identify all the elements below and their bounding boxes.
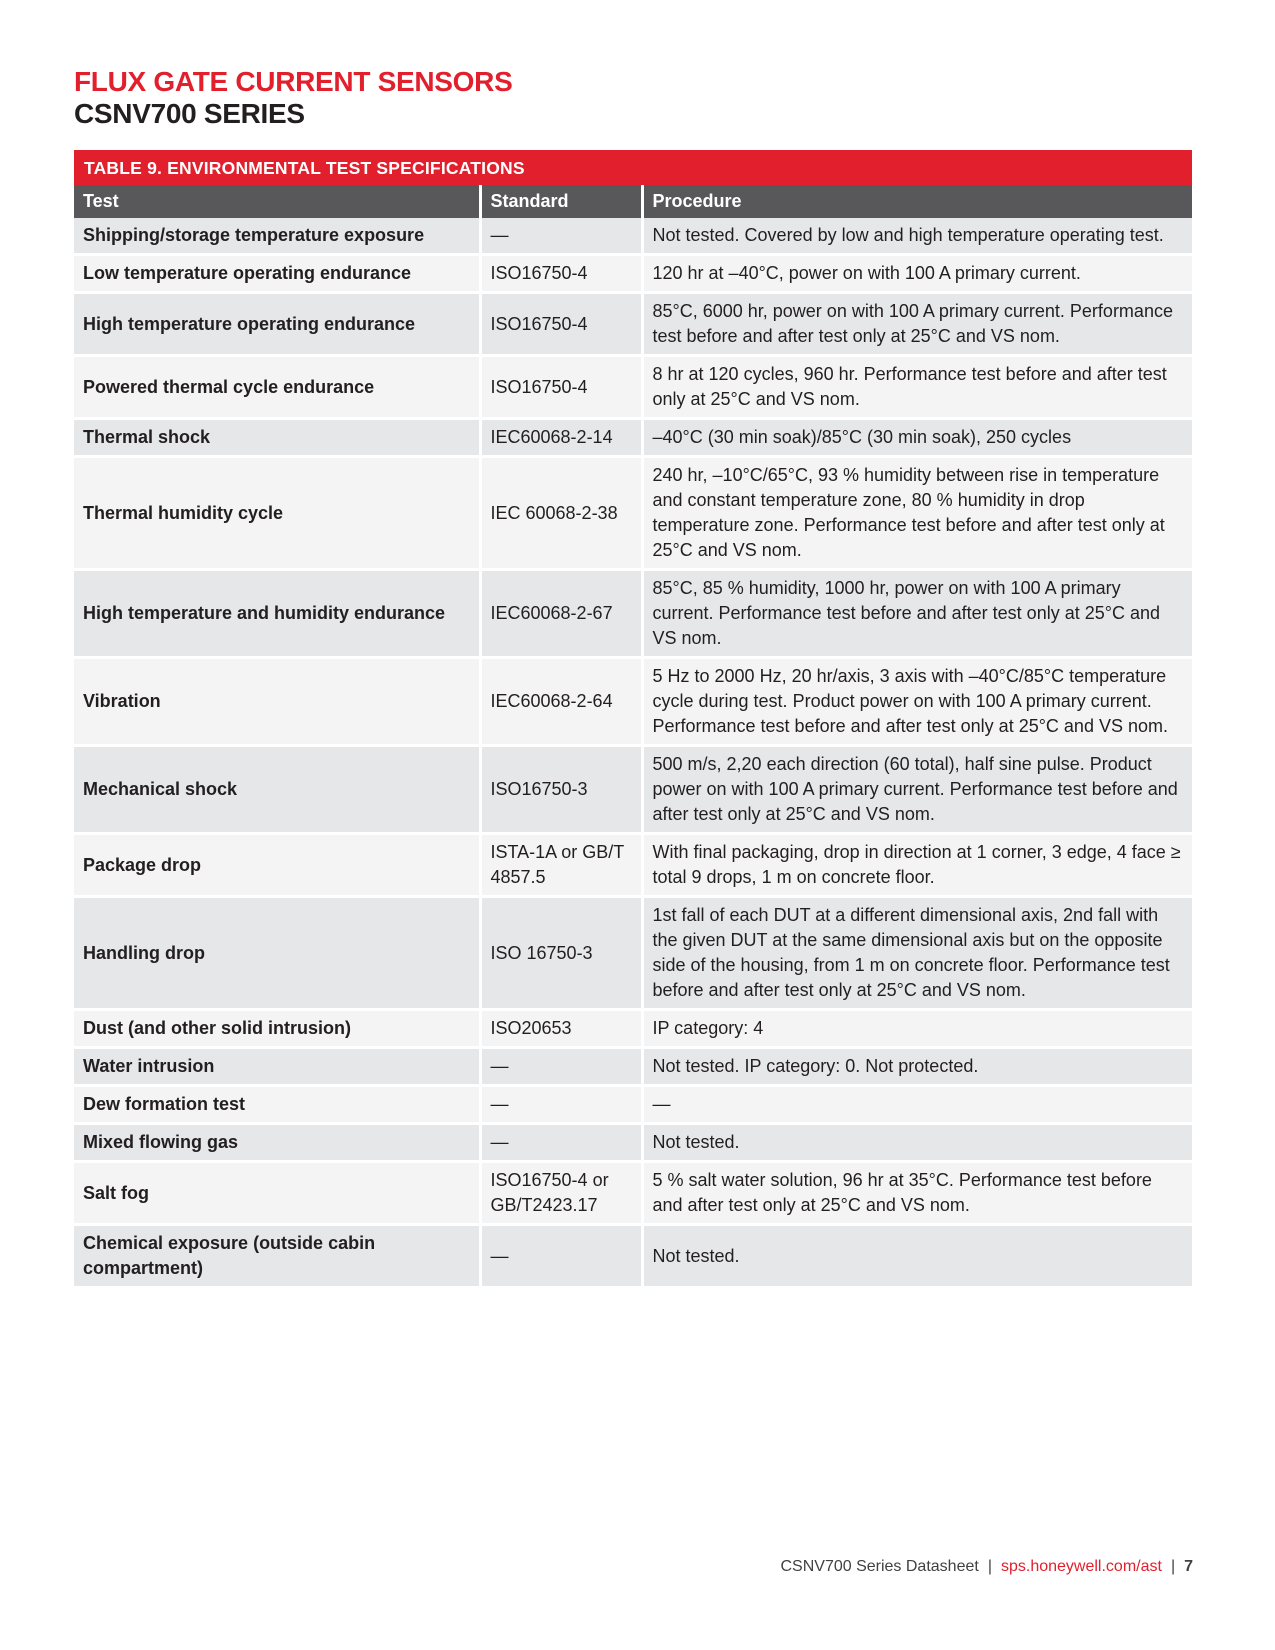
table-row bbox=[74, 1124, 1192, 1162]
table-row bbox=[74, 218, 1192, 255]
cell-procedure: 8 hr at 120 cycles, 960 hr. Performance test before and after test only at 25°C and VS nom. bbox=[642, 356, 1192, 419]
cell-test: Vibration bbox=[74, 658, 480, 746]
cell-standard: — bbox=[480, 1048, 642, 1086]
table-row bbox=[74, 1048, 1192, 1086]
page-footer bbox=[780, 1558, 1193, 1576]
table-header-row bbox=[74, 185, 1192, 218]
cell-test: Chemical exposure (outside cabin compartment) bbox=[74, 1225, 480, 1287]
cell-standard: ISO20653 bbox=[480, 1010, 642, 1048]
table-caption: TABLE 9. ENVIRONMENTAL TEST SPECIFICATIONS bbox=[74, 150, 1192, 185]
cell-procedure: 1st fall of each DUT at a different dimensional axis, 2nd fall with the given DUT at the same dimensional axis but on the opposite side of the housing, from 1 m on concrete floor. Performance test before and after test only at 25°C and VS nom. bbox=[642, 897, 1192, 1010]
cell-standard: — bbox=[480, 1225, 642, 1287]
table-row bbox=[74, 834, 1192, 897]
column-header-procedure: Procedure bbox=[642, 185, 1192, 218]
cell-procedure: IP category: 4 bbox=[642, 1010, 1192, 1048]
table-row bbox=[74, 570, 1192, 658]
cell-standard: ISO 16750-3 bbox=[480, 897, 642, 1010]
cell-procedure: 85°C, 6000 hr, power on with 100 A primary current. Performance test before and after test only at 25°C and VS nom. bbox=[642, 293, 1192, 356]
table-row bbox=[74, 897, 1192, 1010]
cell-test: Water intrusion bbox=[74, 1048, 480, 1086]
footer-doc-name: CSNV700 Series Datasheet bbox=[780, 1558, 979, 1575]
cell-standard: IEC60068-2-14 bbox=[480, 419, 642, 457]
page-subtitle: CSNV700 SERIES bbox=[74, 98, 305, 129]
cell-standard: ISTA-1A or GB/T 4857.5 bbox=[480, 834, 642, 897]
cell-test: Handling drop bbox=[74, 897, 480, 1010]
cell-standard: ISO16750-4 bbox=[480, 356, 642, 419]
table-row bbox=[74, 419, 1192, 457]
cell-procedure: Not tested. IP category: 0. Not protected. bbox=[642, 1048, 1192, 1086]
cell-procedure: 85°C, 85 % humidity, 1000 hr, power on with 100 A primary current. Performance test before and after test only at 25°C and VS nom. bbox=[642, 570, 1192, 658]
cell-procedure: Not tested. Covered by low and high temperature operating test. bbox=[642, 218, 1192, 255]
cell-procedure: — bbox=[642, 1086, 1192, 1124]
footer-separator: | bbox=[1170, 1558, 1176, 1575]
cell-standard: — bbox=[480, 1124, 642, 1162]
cell-standard: — bbox=[480, 1086, 642, 1124]
cell-test: Dust (and other solid intrusion) bbox=[74, 1010, 480, 1048]
cell-test: Shipping/storage temperature exposure bbox=[74, 218, 480, 255]
cell-procedure: Not tested. bbox=[642, 1124, 1192, 1162]
cell-standard: — bbox=[480, 218, 642, 255]
cell-procedure: –40°C (30 min soak)/85°C (30 min soak), 250 cycles bbox=[642, 419, 1192, 457]
cell-standard: IEC60068-2-67 bbox=[480, 570, 642, 658]
spec-table-container bbox=[74, 150, 1192, 1286]
table-row bbox=[74, 1162, 1192, 1225]
cell-standard: ISO16750-4 bbox=[480, 293, 642, 356]
cell-test: Mechanical shock bbox=[74, 746, 480, 834]
footer-link[interactable]: sps.honeywell.com/ast bbox=[1000, 1558, 1162, 1575]
table-row bbox=[74, 1010, 1192, 1048]
cell-test: High temperature and humidity endurance bbox=[74, 570, 480, 658]
environmental-test-table bbox=[74, 185, 1192, 1286]
column-header-test: Test bbox=[74, 185, 480, 218]
cell-test: Thermal shock bbox=[74, 419, 480, 457]
cell-test: Mixed flowing gas bbox=[74, 1124, 480, 1162]
cell-standard: IEC60068-2-64 bbox=[480, 658, 642, 746]
column-header-standard: Standard bbox=[480, 185, 642, 218]
table-row bbox=[74, 746, 1192, 834]
table-row bbox=[74, 1086, 1192, 1124]
cell-test: Package drop bbox=[74, 834, 480, 897]
table-row bbox=[74, 1225, 1192, 1287]
cell-test: Thermal humidity cycle bbox=[74, 457, 480, 570]
cell-procedure: 5 % salt water solution, 96 hr at 35°C. Performance test before and after test only at 25°C and VS nom. bbox=[642, 1162, 1192, 1225]
cell-test: Salt fog bbox=[74, 1162, 480, 1225]
cell-procedure: 120 hr at –40°C, power on with 100 A primary current. bbox=[642, 255, 1192, 293]
table-row bbox=[74, 293, 1192, 356]
cell-test: Powered thermal cycle endurance bbox=[74, 356, 480, 419]
cell-procedure: 500 m/s, 2,20 each direction (60 total), half sine pulse. Product power on with 100 A primary current. Performance test before and after test only at 25°C and VS nom. bbox=[642, 746, 1192, 834]
cell-test: Dew formation test bbox=[74, 1086, 480, 1124]
table-body bbox=[74, 218, 1192, 1286]
cell-standard: ISO16750-4 bbox=[480, 255, 642, 293]
cell-standard: ISO16750-3 bbox=[480, 746, 642, 834]
cell-test: Low temperature operating endurance bbox=[74, 255, 480, 293]
cell-procedure: 240 hr, –10°C/65°C, 93 % humidity between rise in temperature and constant temperature zone, 80 % humidity in drop temperature zone. Performance test before and after test only at 25°C and VS nom. bbox=[642, 457, 1192, 570]
table-row bbox=[74, 457, 1192, 570]
footer-separator: | bbox=[987, 1558, 992, 1575]
cell-procedure: 5 Hz to 2000 Hz, 20 hr/axis, 3 axis with –40°C/85°C temperature cycle during test. Product power on with 100 A primary current. Performance test before and after test only at 25°C and VS nom. bbox=[642, 658, 1192, 746]
document-header bbox=[74, 66, 512, 130]
table-row bbox=[74, 356, 1192, 419]
table-row bbox=[74, 658, 1192, 746]
cell-test: High temperature operating endurance bbox=[74, 293, 480, 356]
cell-standard: IEC 60068-2-38 bbox=[480, 457, 642, 570]
page-number: 7 bbox=[1184, 1558, 1193, 1575]
table-row bbox=[74, 255, 1192, 293]
cell-procedure: Not tested. bbox=[642, 1225, 1192, 1287]
page-title: FLUX GATE CURRENT SENSORS bbox=[74, 66, 513, 97]
cell-procedure: With final packaging, drop in direction at 1 corner, 3 edge, 4 face ≥ total 9 drops, 1 m on concrete floor. bbox=[642, 834, 1192, 897]
cell-standard: ISO16750-4 or GB/T2423.17 bbox=[480, 1162, 642, 1225]
